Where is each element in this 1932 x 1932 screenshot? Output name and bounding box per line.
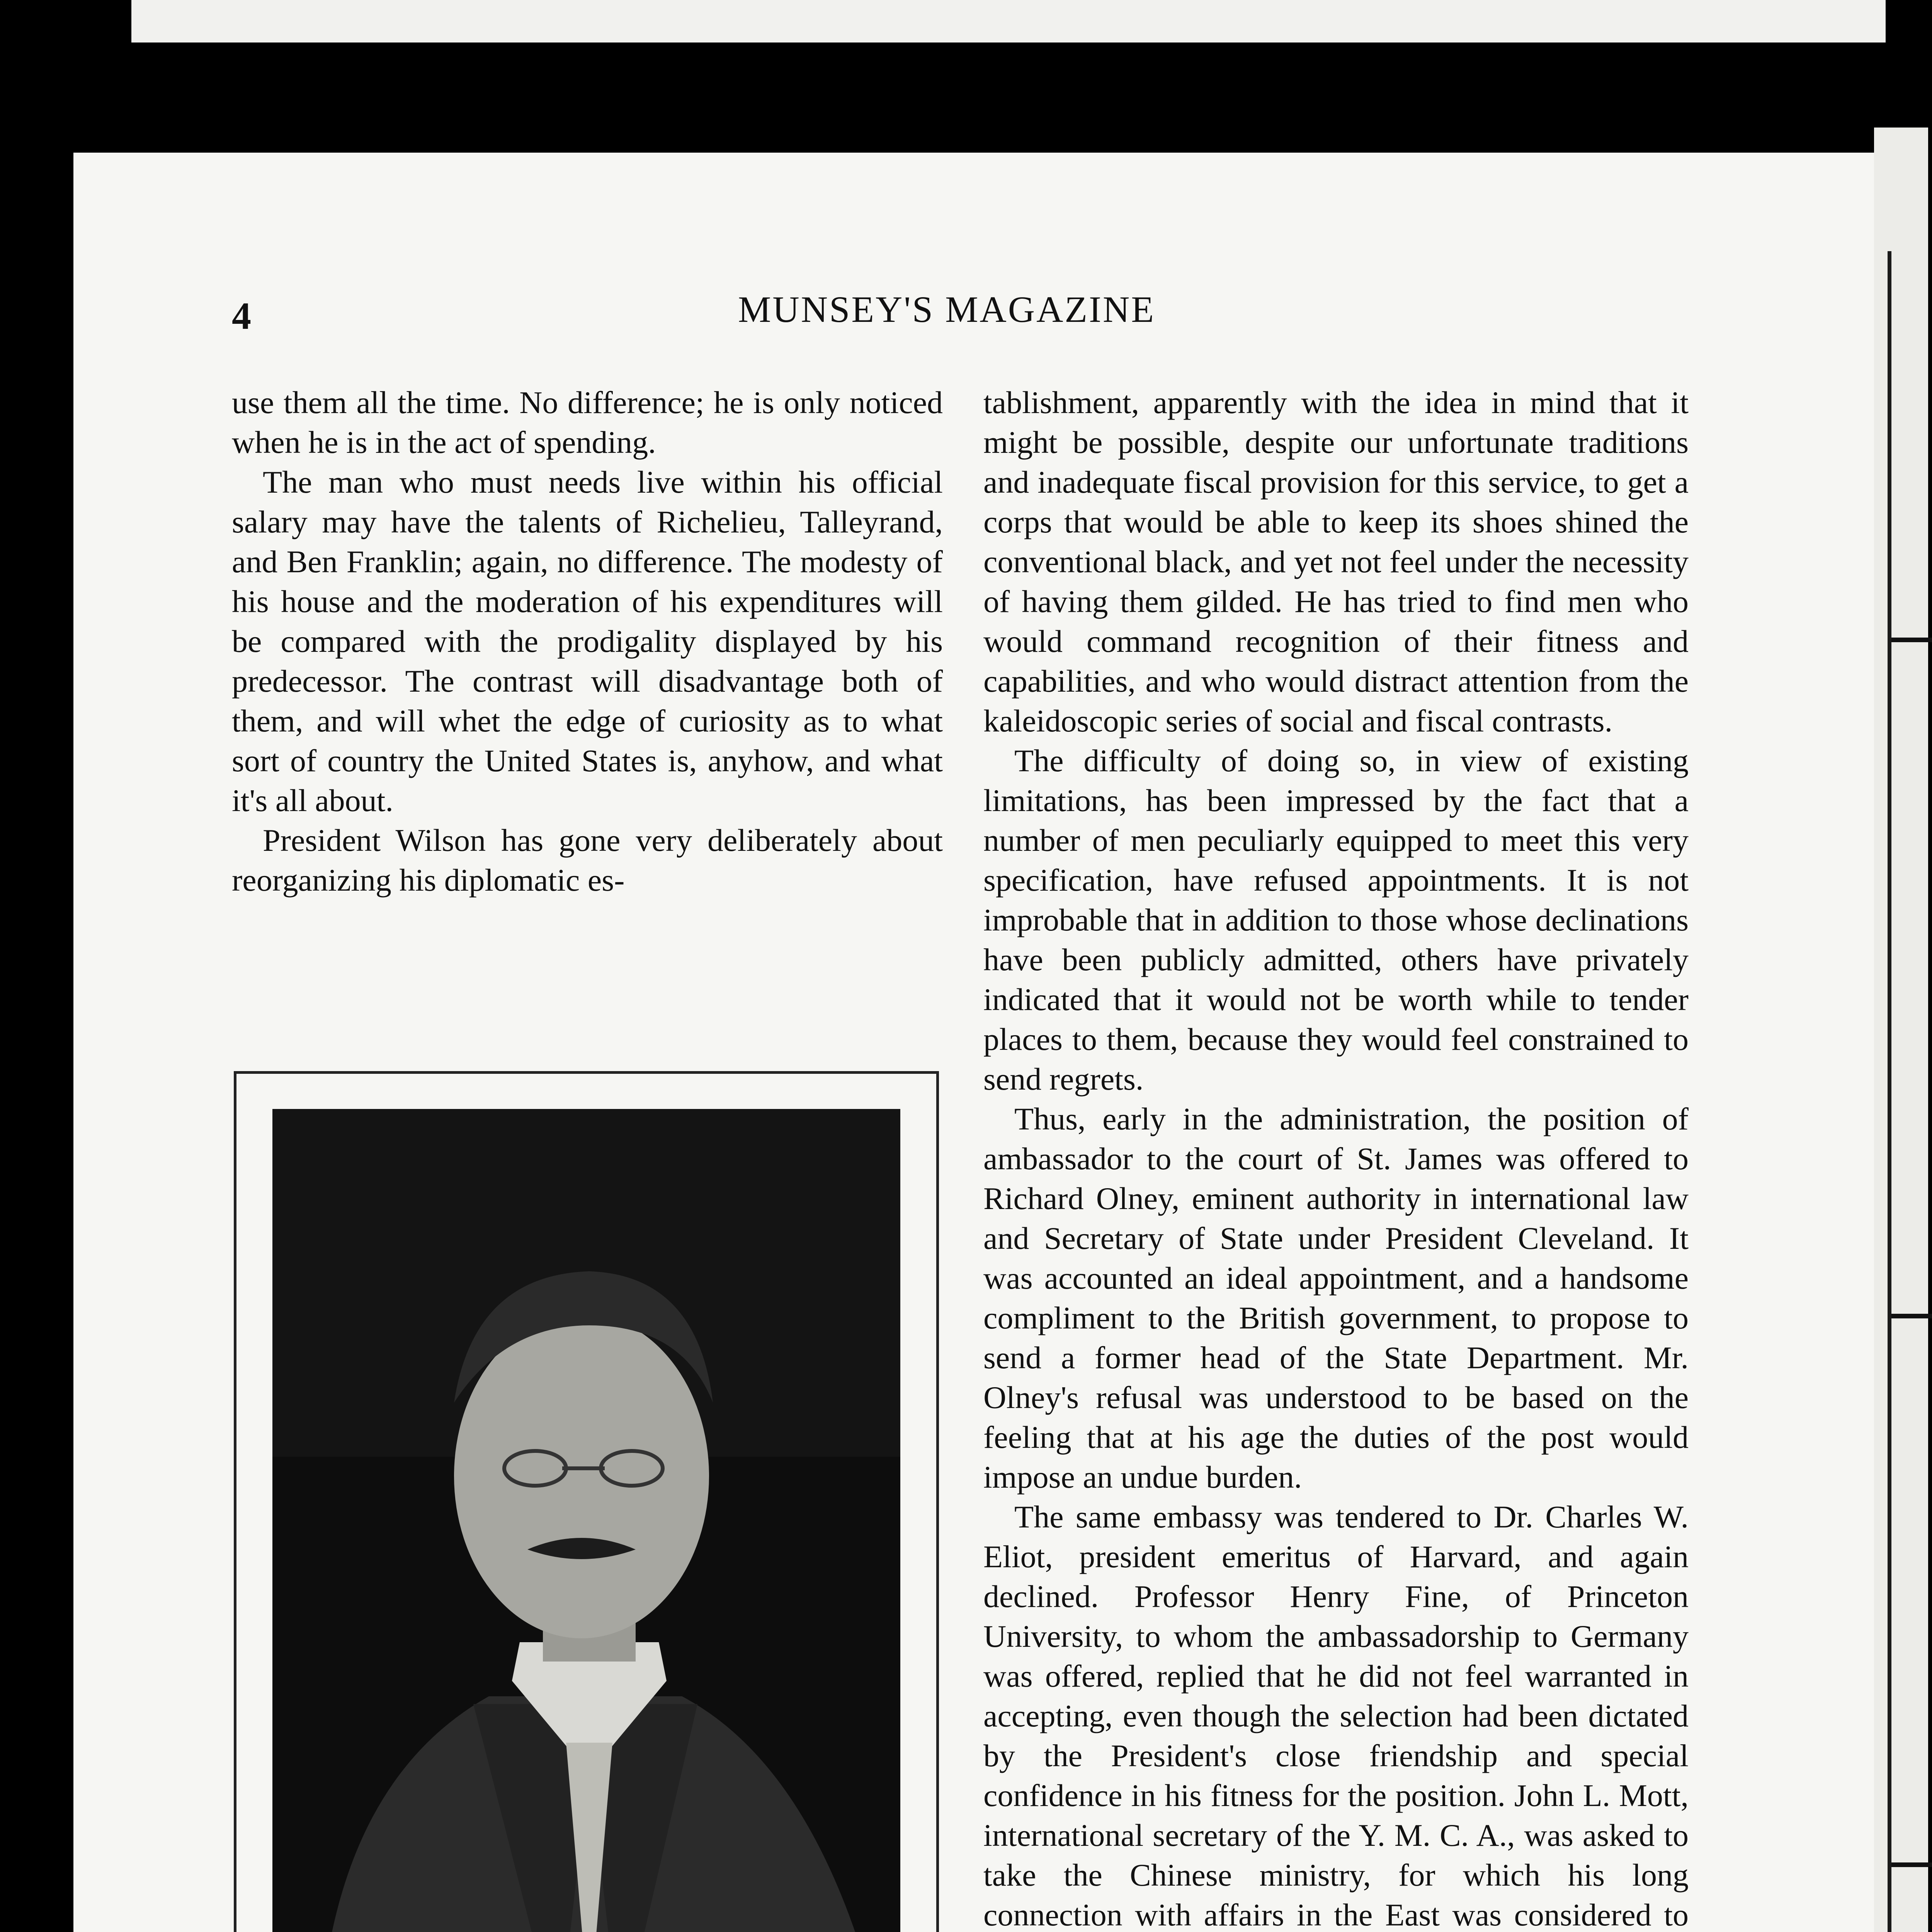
- running-head: MUNSEY'S MAGAZINE: [738, 289, 1155, 330]
- article-paragraph: The man who must needs live within his official salary may have the talents of Richelieu, Talleyrand, and Ben Franklin; again, no difference. The modesty of his house and the moderation of his expenditures will be compared with the prodigality displayed by his predecessor. The contrast will disadvantage both of them, and will whet the edge of curiosity as to what sort of country the United States is, anyhow, and what it's all about.: [232, 464, 943, 818]
- edge-tick-mark: [1891, 638, 1932, 642]
- portrait-illustration: [272, 1109, 900, 1932]
- page-number: 4: [232, 294, 251, 337]
- left-column: [232, 383, 943, 900]
- edge-tick-mark: [1891, 1862, 1932, 1867]
- previous-page-strip: [131, 0, 1886, 43]
- article-paragraph: The same embassy was tendered to Dr. Charles W. Eliot, president emeritus of Harvard, and again declined. Professor Henry Fine, of Princeton University, to whom the ambassadorship to Germany was offered, replied that he did not feel warranted in accepting, even though the selection had been dictated by the President's close friendship and special confidence in his fitness for the position. John L. Mott, international secretary of the Y. M. C. A., was asked to take the Chinese ministry, for which his long connection with affairs in the East was considered to: [983, 1499, 1689, 1932]
- edge-tick-mark: [1891, 1314, 1932, 1318]
- article-paragraph: use them all the time. No difference; he is only noticed when he is in the act of spending.: [232, 385, 943, 460]
- adjacent-page-edge: [1874, 128, 1928, 1932]
- article-paragraph: tablishment, apparently with the idea in mind that it might be possible, despite our unfortunate traditions and inadequate fiscal provision for this service, to get a corps that would be able to keep its shoes shined the conventional black, and yet not feel under the necessity of having them gilded. He has tried to find men who would command recognition of their fitness and capabilities, and who would distract attention from the kaleidoscopic series of social and fiscal contrasts.: [983, 385, 1689, 738]
- article-paragraph: President Wilson has gone very deliberately about reorganizing his diplomatic es-: [232, 823, 943, 898]
- right-column: [983, 383, 1689, 1932]
- article-paragraph: The difficulty of doing so, in view of existing limitations, has been impressed by the fact that a number of men peculiarly equipped to meet this very specification, have refused appointments. It is not improbable that in addition to those whose declinations have been publicly admitted, others have privately indicated that it would not be worth while to tender places to them, because they would feel constrained to send regrets.: [983, 743, 1689, 1097]
- portrait-photo: [272, 1109, 900, 1932]
- article-paragraph: Thus, early in the administration, the position of ambassador to the court of St. James was offered to Richard Olney, eminent authority in international law and Secretary of State under President Cleveland. It was accounted an ideal appointment, and a handsome compliment to the British government, to propose to send a former head of the State Department. Mr. Olney's refusal was understood to be based on the feeling that at his age the duties of the post would impose an undue burden.: [983, 1101, 1689, 1495]
- page-gutter-rule: [1888, 251, 1891, 1932]
